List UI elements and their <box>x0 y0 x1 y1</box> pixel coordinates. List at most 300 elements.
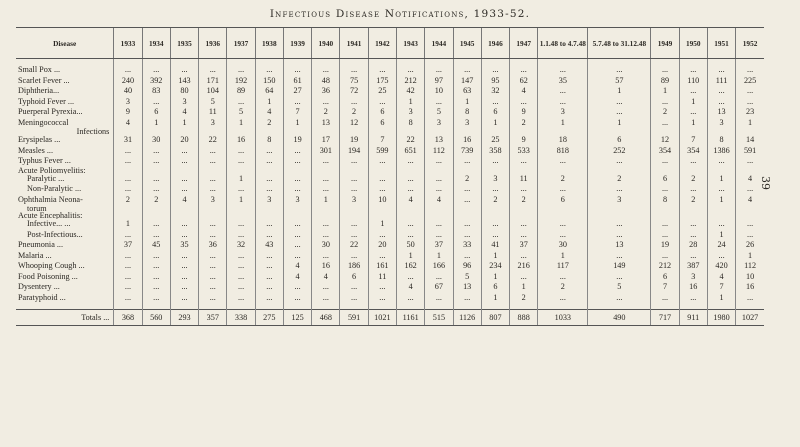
table-cell: 2 <box>651 107 679 118</box>
table-cell: 31 <box>114 135 142 146</box>
table-cell <box>510 212 538 219</box>
table-cell <box>588 167 651 174</box>
table-cell: ... <box>114 251 142 262</box>
table-cell: 147 <box>453 76 481 87</box>
table-cell: 1 <box>227 195 255 206</box>
table-cell: 32 <box>481 86 509 97</box>
table-cell: 651 <box>397 146 425 157</box>
table-cell <box>397 212 425 219</box>
column-header: 1942 <box>368 28 396 59</box>
table-cell <box>283 212 311 219</box>
table-cell: ... <box>453 65 481 76</box>
table-cell: ... <box>312 251 340 262</box>
page-number: 39 <box>759 176 772 190</box>
table-row <box>16 205 764 212</box>
table-cell: 1 <box>397 251 425 262</box>
table-cell: 95 <box>481 76 509 87</box>
table-cell: 1 <box>368 219 396 230</box>
table-cell <box>453 212 481 219</box>
table-cell: ... <box>538 156 588 167</box>
table-cell <box>142 167 170 174</box>
table-cell: ... <box>142 282 170 293</box>
row-label: Meningococcal <box>18 117 69 127</box>
table-cell: ... <box>283 282 311 293</box>
row-label: Measles ... <box>18 145 54 155</box>
table-cell <box>707 205 735 212</box>
column-header-disease: Disease <box>16 28 114 59</box>
table-cell: 2 <box>312 107 340 118</box>
totals-cell: 717 <box>651 310 679 326</box>
table-cell: 3 <box>453 118 481 129</box>
table-cell: ... <box>679 219 707 230</box>
table-cell: 8 <box>255 135 283 146</box>
table-cell: 1 <box>227 118 255 129</box>
table-cell: ... <box>425 65 453 76</box>
table-cell: ... <box>255 230 283 241</box>
totals-cell: 125 <box>283 310 311 326</box>
column-header: 1939 <box>283 28 311 59</box>
table-cell <box>255 167 283 174</box>
table-cell: ... <box>679 107 707 118</box>
table-cell <box>170 212 198 219</box>
table-cell: 3 <box>170 97 198 108</box>
table-cell: ... <box>651 293 679 304</box>
totals-cell: 490 <box>588 310 651 326</box>
table-cell: ... <box>227 251 255 262</box>
table-cell: ... <box>481 65 509 76</box>
table-cell: ... <box>707 65 735 76</box>
table-cell: ... <box>368 293 396 304</box>
table-cell: 2 <box>679 195 707 206</box>
table-cell: 18 <box>538 135 588 146</box>
table-cell: 3 <box>199 195 227 206</box>
table-cell: 234 <box>481 261 509 272</box>
table-cell: 23 <box>736 107 764 118</box>
table-cell: 599 <box>368 146 396 157</box>
table-cell: ... <box>481 230 509 241</box>
table-cell <box>510 205 538 212</box>
table-cell: 5 <box>588 282 651 293</box>
table-cell: 3 <box>538 107 588 118</box>
table-cell <box>453 205 481 212</box>
row-label: Acute Encephalitis: <box>18 212 83 219</box>
table-cell: ... <box>651 65 679 76</box>
table-cell: ... <box>481 156 509 167</box>
table-cell: ... <box>679 251 707 262</box>
table-cell: 112 <box>736 261 764 272</box>
table-row <box>16 184 764 195</box>
table-cell: 10 <box>368 195 396 206</box>
table-cell: ... <box>142 156 170 167</box>
table-cell: ... <box>651 230 679 241</box>
table-cell: 80 <box>170 86 198 97</box>
table-cell: ... <box>142 251 170 262</box>
table-cell: ... <box>199 230 227 241</box>
table-row <box>16 128 764 135</box>
table-cell: ... <box>368 156 396 167</box>
table-cell: ... <box>283 184 311 195</box>
table-cell <box>142 128 170 135</box>
table-cell: ... <box>588 293 651 304</box>
row-label: Food Poisoning ... <box>18 271 78 281</box>
totals-cell: 468 <box>312 310 340 326</box>
table-cell: 67 <box>425 282 453 293</box>
totals-cell: 560 <box>142 310 170 326</box>
table-cell: ... <box>679 156 707 167</box>
table-cell: ... <box>453 293 481 304</box>
table-cell: 162 <box>397 261 425 272</box>
table-cell: ... <box>170 219 198 230</box>
table-cell: 83 <box>142 86 170 97</box>
table-cell: 240 <box>114 76 142 87</box>
table-cell: 30 <box>538 240 588 251</box>
column-header: 5.7.48 to 31.12.48 <box>588 28 651 59</box>
table-cell: 27 <box>283 86 311 97</box>
table-cell: 420 <box>707 261 735 272</box>
table-cell: ... <box>397 184 425 195</box>
table-cell: 3 <box>199 118 227 129</box>
row-label: Typhoid Fever ... <box>18 96 75 106</box>
column-header: 1950 <box>679 28 707 59</box>
table-cell: ... <box>227 293 255 304</box>
table-cell <box>481 128 509 135</box>
table-cell: ... <box>283 156 311 167</box>
table-cell: 7 <box>707 282 735 293</box>
table-row <box>16 167 764 174</box>
table-cell <box>368 128 396 135</box>
table-cell: ... <box>588 251 651 262</box>
table-cell: ... <box>199 261 227 272</box>
table-cell: 6 <box>368 107 396 118</box>
table-cell: ... <box>199 65 227 76</box>
table-cell: ... <box>340 282 368 293</box>
table-cell: ... <box>425 184 453 195</box>
table-cell: ... <box>679 230 707 241</box>
table-cell: 4 <box>397 282 425 293</box>
table-cell: 186 <box>340 261 368 272</box>
column-header: 1946 <box>481 28 509 59</box>
table-cell: ... <box>425 230 453 241</box>
table-row <box>16 251 764 262</box>
table-cell <box>114 167 142 174</box>
totals-cell: 591 <box>340 310 368 326</box>
table-cell <box>368 205 396 212</box>
table-row <box>16 156 764 167</box>
table-cell: ... <box>227 261 255 272</box>
table-cell <box>538 167 588 174</box>
table-cell: ... <box>170 282 198 293</box>
table-cell <box>199 128 227 135</box>
table-cell: 3 <box>707 118 735 129</box>
table-cell: 1 <box>312 195 340 206</box>
table-cell: 9 <box>114 107 142 118</box>
table-cell: 37 <box>425 240 453 251</box>
table-cell: 4 <box>736 174 764 185</box>
table-cell: 30 <box>312 240 340 251</box>
table-cell: ... <box>170 261 198 272</box>
table-cell: 1 <box>114 219 142 230</box>
table-cell: 1 <box>227 174 255 185</box>
column-header: 1951 <box>707 28 735 59</box>
table-cell: 4 <box>397 195 425 206</box>
table-cell <box>510 167 538 174</box>
table-cell: ... <box>538 219 588 230</box>
table-cell: ... <box>397 272 425 283</box>
totals-cell: 338 <box>227 310 255 326</box>
table-cell: 4 <box>425 195 453 206</box>
table-cell: ... <box>199 174 227 185</box>
table-cell: ... <box>142 219 170 230</box>
row-label: Whooping Cough ... <box>18 261 85 270</box>
table-row <box>16 146 764 157</box>
table-cell: 354 <box>679 146 707 157</box>
table-cell: 166 <box>425 261 453 272</box>
table-cell: 5 <box>425 107 453 118</box>
row-label: Acute Poliomyelitis: <box>18 166 86 174</box>
table-cell: ... <box>453 156 481 167</box>
table-cell: 2 <box>588 174 651 185</box>
table-cell: ... <box>142 146 170 157</box>
table-cell: 5 <box>227 107 255 118</box>
table-cell: ... <box>679 293 707 304</box>
table-cell: ... <box>227 219 255 230</box>
table-cell <box>114 212 142 219</box>
table-cell <box>510 128 538 135</box>
table-cell: ... <box>255 184 283 195</box>
table-cell: 110 <box>679 76 707 87</box>
table-row <box>16 293 764 304</box>
column-header: 1.1.48 to 4.7.48 <box>538 28 588 59</box>
table-cell: 1 <box>397 97 425 108</box>
table-cell: 216 <box>510 261 538 272</box>
table-cell: ... <box>114 272 142 283</box>
table-cell: ... <box>538 293 588 304</box>
table-cell: 10 <box>425 86 453 97</box>
table-cell: ... <box>397 174 425 185</box>
table-cell: ... <box>453 251 481 262</box>
table-cell: ... <box>170 146 198 157</box>
table-cell: ... <box>340 293 368 304</box>
table-cell: 150 <box>255 76 283 87</box>
table-cell: 36 <box>312 86 340 97</box>
table-cell: ... <box>707 86 735 97</box>
table-cell: ... <box>114 282 142 293</box>
table-cell: ... <box>199 156 227 167</box>
row-label: Dysentery ... <box>18 282 60 291</box>
table-cell: ... <box>142 230 170 241</box>
table-cell <box>736 128 764 135</box>
table-cell: ... <box>588 107 651 118</box>
row-label: Infective... ... <box>27 219 71 228</box>
table-cell: 32 <box>227 240 255 251</box>
table-cell: 19 <box>340 135 368 146</box>
table-cell: 64 <box>255 86 283 97</box>
table-cell: ... <box>425 97 453 108</box>
table-cell: ... <box>588 230 651 241</box>
table-cell: 1 <box>707 293 735 304</box>
table-cell: 1 <box>707 195 735 206</box>
table-cell: 111 <box>707 76 735 87</box>
table-row <box>16 219 764 230</box>
table-cell: ... <box>283 65 311 76</box>
table-cell <box>651 205 679 212</box>
table-cell: 6 <box>142 107 170 118</box>
table-cell: ... <box>651 251 679 262</box>
table-cell: ... <box>425 293 453 304</box>
table-cell: 45 <box>142 240 170 251</box>
table-cell <box>283 205 311 212</box>
table-cell: ... <box>651 184 679 195</box>
table-cell: ... <box>481 184 509 195</box>
table-cell: ... <box>707 184 735 195</box>
table-cell: 11 <box>510 174 538 185</box>
table-cell: 4 <box>170 107 198 118</box>
table-cell: 10 <box>736 272 764 283</box>
row-label: Infections <box>76 128 110 135</box>
table-cell <box>340 167 368 174</box>
totals-cell: 807 <box>481 310 509 326</box>
row-label: Paralytic ... <box>27 173 65 183</box>
table-cell: 175 <box>368 76 396 87</box>
table-cell: ... <box>651 156 679 167</box>
totals-cell: 515 <box>425 310 453 326</box>
table-cell <box>312 205 340 212</box>
table-cell: 13 <box>453 282 481 293</box>
table-cell: ... <box>255 261 283 272</box>
column-header: 1944 <box>425 28 453 59</box>
table-cell: ... <box>227 230 255 241</box>
table-cell: ... <box>199 146 227 157</box>
table-cell: ... <box>397 156 425 167</box>
table-row <box>16 212 764 219</box>
row-label: torum <box>27 205 47 212</box>
table-cell: 57 <box>588 76 651 87</box>
totals-row <box>16 310 764 326</box>
table-cell: ... <box>114 184 142 195</box>
table-cell: 192 <box>227 76 255 87</box>
table-cell <box>227 205 255 212</box>
table-cell: 2 <box>510 118 538 129</box>
table-cell <box>199 205 227 212</box>
table-cell <box>312 167 340 174</box>
table-cell: 89 <box>227 86 255 97</box>
table-cell: ... <box>368 97 396 108</box>
table-cell: 1 <box>481 293 509 304</box>
table-cell: ... <box>368 230 396 241</box>
table-cell: 19 <box>283 135 311 146</box>
table-cell: ... <box>588 156 651 167</box>
table-cell: ... <box>453 184 481 195</box>
table-cell: 40 <box>114 86 142 97</box>
row-label: Typhus Fever ... <box>18 156 71 165</box>
table-cell: ... <box>651 118 679 129</box>
table-cell: ... <box>510 97 538 108</box>
table-cell: 8 <box>651 195 679 206</box>
header-row <box>16 28 764 59</box>
table-cell: ... <box>312 65 340 76</box>
table-body <box>16 59 764 326</box>
table-cell: ... <box>227 272 255 283</box>
table-cell: ... <box>312 184 340 195</box>
table-cell: 301 <box>312 146 340 157</box>
table-cell: 37 <box>114 240 142 251</box>
table-cell: 6 <box>538 195 588 206</box>
table-cell: ... <box>538 65 588 76</box>
table-cell: 4 <box>255 107 283 118</box>
table-cell: 2 <box>510 195 538 206</box>
table-row <box>16 97 764 108</box>
table-cell: 97 <box>425 76 453 87</box>
table-cell: ... <box>736 156 764 167</box>
table-row <box>16 282 764 293</box>
table-cell <box>425 205 453 212</box>
table-cell: 25 <box>368 86 396 97</box>
table-cell: ... <box>340 184 368 195</box>
table-cell: 20 <box>368 240 396 251</box>
table-cell: 3 <box>481 174 509 185</box>
table-cell: 1 <box>736 251 764 262</box>
table-cell <box>170 205 198 212</box>
table-cell: ... <box>283 146 311 157</box>
table-cell: 11 <box>199 107 227 118</box>
table-cell: 8 <box>397 118 425 129</box>
table-cell: 4 <box>736 195 764 206</box>
table-cell: ... <box>368 65 396 76</box>
table-cell: ... <box>114 293 142 304</box>
table-cell <box>679 205 707 212</box>
table-cell: 9 <box>510 135 538 146</box>
table-cell: 1 <box>736 118 764 129</box>
table-cell: 9 <box>510 107 538 118</box>
table-cell: ... <box>283 293 311 304</box>
table-cell: ... <box>227 97 255 108</box>
table-cell: ... <box>142 174 170 185</box>
table-cell <box>481 212 509 219</box>
table-cell: 4 <box>707 272 735 283</box>
table-cell: ... <box>588 184 651 195</box>
table-cell: 25 <box>481 135 509 146</box>
table-cell: 1 <box>255 97 283 108</box>
table-cell: ... <box>736 65 764 76</box>
row-label: Small Pox ... <box>18 65 61 74</box>
table-cell <box>142 212 170 219</box>
table-cell: 13 <box>707 107 735 118</box>
table-cell: ... <box>736 184 764 195</box>
column-header: 1935 <box>170 28 198 59</box>
table-cell: ... <box>255 272 283 283</box>
table-cell: 96 <box>453 261 481 272</box>
table-cell <box>707 167 735 174</box>
table-cell <box>142 205 170 212</box>
table-cell: 2 <box>510 293 538 304</box>
table-cell: 225 <box>736 76 764 87</box>
table-cell: ... <box>368 174 396 185</box>
table-cell: ... <box>255 251 283 262</box>
table-cell: 533 <box>510 146 538 157</box>
table-cell <box>538 128 588 135</box>
table-cell: ... <box>736 86 764 97</box>
table-cell: 19 <box>651 240 679 251</box>
table-row <box>16 174 764 185</box>
table-cell: ... <box>227 65 255 76</box>
column-header: 1952 <box>736 28 764 59</box>
table-row <box>16 65 764 76</box>
table-cell: ... <box>397 230 425 241</box>
table-cell: 3 <box>397 107 425 118</box>
table-cell: 1386 <box>707 146 735 157</box>
table-cell <box>227 212 255 219</box>
totals-cell: 1126 <box>453 310 481 326</box>
